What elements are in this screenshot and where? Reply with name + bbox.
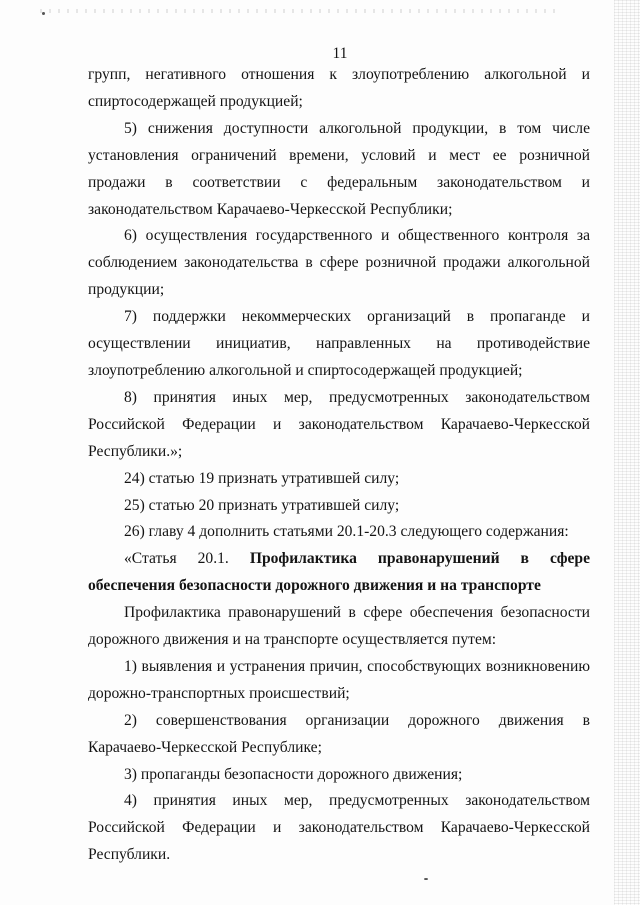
- document-body: [88, 62, 590, 869]
- paragraph-article-item-2: 2) совершенствования организации дорожного движения в Карачаево-Черкесской Республике;: [88, 711, 590, 756]
- paragraph-item-26: 26) главу 4 дополнить статьями 20.1-20.3 следующего содержания:: [124, 523, 569, 541]
- paragraph-article-item-1: 1) выявления и устранения причин, способствующих возникновению дорожно-транспортных происшествий;: [88, 657, 590, 702]
- scan-artifact-top: [40, 9, 560, 13]
- article-heading: [88, 546, 590, 600]
- paragraph-item-24: 24) статью 19 признать утратившей силу;: [124, 469, 400, 487]
- article-number: «Статья 20.1.: [124, 550, 250, 568]
- paragraph-item-6: 6) осуществления государственного и общественного контроля за соблюдением законодательства в сфере розничной продажи алкогольной продукции;: [88, 227, 590, 299]
- paragraph-item-7: 7) поддержки некоммерческих организаций в пропаганде и осуществлении инициатив, направленных на противодействие злоупотреблению алкогольной и спиртосодержащей продукцией;: [88, 308, 590, 379]
- page-number: 11: [332, 45, 348, 62]
- scan-speck: [424, 878, 428, 880]
- paragraph-article-item-4: 4) принятия иных мер, предусмотренных законодательством Российской Федерации и законодательством Карачаево-Черкесской Республики.: [88, 792, 590, 864]
- paragraph-article-intro: Профилактика правонарушений в сфере обеспечения безопасности дорожного движения и на транспорте осуществляется путем:: [88, 604, 590, 649]
- paragraph-item-5: 5) снижения доступности алкогольной продукции, в том числе установления ограничений времени, условий и мест ее розничной продажи в соответствии с федеральным законодательством и законодательством Карачаево-Черкесской Республики;: [88, 119, 590, 218]
- paragraph-groups-continuation: групп, негативного отношения к злоупотреблению алкогольной и спиртосодержащей продукцией;: [88, 66, 590, 110]
- scan-speck: [42, 12, 45, 15]
- article-title: Профилактика правонарушений в сфере обеспечения безопасности дорожного движения и на транспорте: [88, 550, 590, 595]
- paragraph-item-25: 25) статью 20 признать утратившей силу;: [124, 496, 400, 514]
- scan-artifact-right-edge: [614, 0, 640, 905]
- paragraph-item-8: 8) принятия иных мер, предусмотренных законодательством Российской Федерации и законодательством Карачаево-Черкесской Республики.»;: [88, 388, 590, 460]
- paragraph-article-item-3: 3) пропаганды безопасности дорожного движения;: [124, 765, 463, 783]
